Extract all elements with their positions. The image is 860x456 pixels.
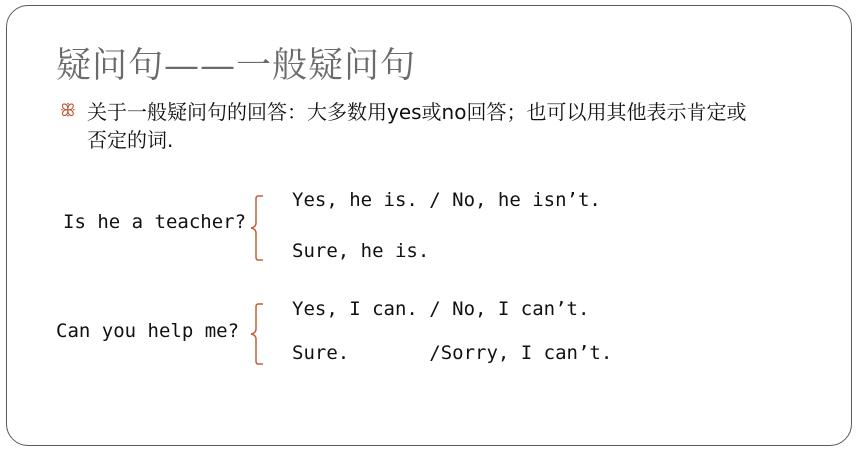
question-1: Is he a teacher? [63,211,247,233]
answer-1b: Sure, he is. [292,240,430,262]
answer-1a: Yes, he is. / No, he isn’t. [292,189,601,211]
question-2: Can you help me? [56,320,240,342]
bullet-text [87,98,827,154]
bullet-icon: ꕥ [60,101,76,121]
bullet-line-2: 否定的词. [87,128,174,152]
brace-icon-1 [249,195,267,261]
brace-icon-2 [249,303,267,365]
bullet-line-1: 关于一般疑问句的回答：大多数用yes或no回答；也可以用其他表示肯定或 [87,100,747,124]
slide-title: 疑问句——一般疑问句 [56,46,417,86]
answer-2b: Sure. /Sorry, I can’t. [292,342,613,364]
answer-2a: Yes, I can. / No, I can’t. [292,298,590,320]
